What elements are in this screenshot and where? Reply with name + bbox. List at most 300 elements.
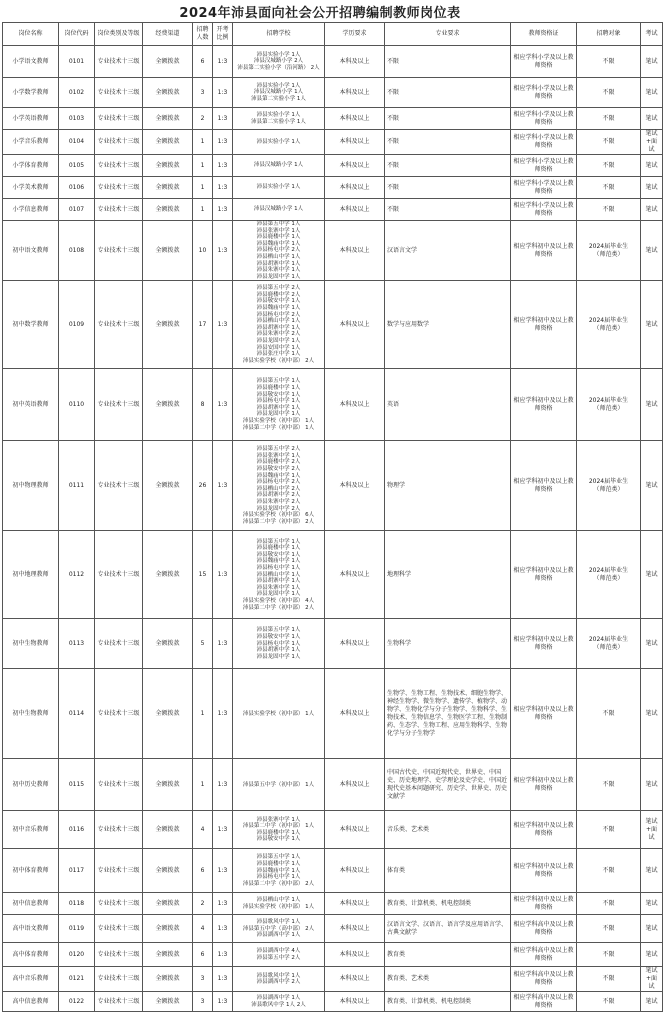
position-name-cell: 小学音乐教师 [3,130,59,155]
exam-ratio-cell: 1:3 [213,759,233,811]
header-cell: 教师资格证 [511,23,577,46]
education-requirement-cell: 本科及以上 [325,155,385,177]
table-row [3,915,663,943]
teacher-certificate-cell: 相应学科初中及以上教师资格 [511,369,577,441]
schools-cell: 沛县汉城路小学 1人 [233,199,325,221]
exam-ratio-cell: 1:3 [213,531,233,619]
education-requirement-cell: 本科及以上 [325,669,385,759]
education-requirement-cell: 本科及以上 [325,967,385,992]
position-name-cell: 小学体育教师 [3,155,59,177]
position-code-cell: 0113 [59,619,95,669]
fund-source-cell: 全额拨款 [143,108,193,130]
education-requirement-cell: 本科及以上 [325,221,385,281]
position-category-cell: 专业技术十三级 [95,130,143,155]
exam-ratio-cell: 1:3 [213,619,233,669]
exam-ratio-cell: 1:3 [213,46,233,78]
exam-type-cell: 笔试 [641,199,663,221]
position-code-cell: 0111 [59,441,95,531]
fund-source-cell: 全额拨款 [143,155,193,177]
hire-count-cell: 3 [193,992,213,1012]
exam-type-cell: 笔试 [641,915,663,943]
schools-cell: 沛县歌风中学 1人 沛县湖西中学 2人 [233,967,325,992]
position-name-cell: 小学数学教师 [3,78,59,108]
teacher-certificate-cell: 相应学科高中及以上教师资格 [511,915,577,943]
teacher-certificate-cell: 相应学科初中及以上教师资格 [511,849,577,893]
hire-count-cell: 1 [193,177,213,199]
position-name-cell: 小学英语教师 [3,108,59,130]
position-category-cell: 专业技术十三级 [95,893,143,915]
exam-type-cell: 笔试 [641,619,663,669]
teacher-certificate-cell: 相应学科小学及以上教师资格 [511,155,577,177]
recruit-target-cell: 2024届毕业生 （师范类） [577,281,641,369]
teacher-certificate-cell: 相应学科初中及以上教师资格 [511,669,577,759]
table-row [3,155,663,177]
teacher-certificate-cell: 相应学科小学及以上教师资格 [511,199,577,221]
position-category-cell: 专业技术十三级 [95,531,143,619]
hire-count-cell: 8 [193,369,213,441]
recruit-target-cell: 不限 [577,893,641,915]
recruit-target-cell: 不限 [577,669,641,759]
position-name-cell: 高中信息教师 [3,992,59,1012]
position-code-cell: 0103 [59,108,95,130]
table-row [3,177,663,199]
hire-count-cell: 6 [193,46,213,78]
exam-ratio-cell: 1:3 [213,915,233,943]
position-name-cell: 初中体育教师 [3,849,59,893]
hire-count-cell: 1 [193,759,213,811]
schools-cell: 沛县第五中学 1人 沛县张寨中学 1人 沛县鹿楼中学 1人 沛县魏庙中学 1人 沛县杨屯中学 2人 沛县栖山中学 1人 沛县胡寨中学 1人 沛县朱寨中学 1人 沛县龙固中学 1人 [233,221,325,281]
teacher-certificate-cell: 相应学科小学及以上教师资格 [511,108,577,130]
recruit-target-cell: 不限 [577,992,641,1012]
exam-type-cell: 笔试 [641,78,663,108]
position-category-cell: 专业技术十三级 [95,619,143,669]
schools-cell: 沛县实验学校（初中部） 1人 [233,669,325,759]
fund-source-cell: 全额拨款 [143,441,193,531]
hire-count-cell: 15 [193,531,213,619]
exam-type-cell: 笔试+面试 [641,811,663,849]
position-name-cell: 初中音乐教师 [3,811,59,849]
position-code-cell: 0110 [59,369,95,441]
education-requirement-cell: 本科及以上 [325,893,385,915]
teacher-certificate-cell: 相应学科初中及以上教师资格 [511,893,577,915]
exam-ratio-cell: 1:3 [213,369,233,441]
header-cell: 岗位类别及等级 [95,23,143,46]
education-requirement-cell: 本科及以上 [325,915,385,943]
position-name-cell: 初中物理教师 [3,441,59,531]
position-name-cell: 初中信息教师 [3,893,59,915]
fund-source-cell: 全额拨款 [143,893,193,915]
header-cell: 开考比例 [213,23,233,46]
exam-type-cell: 笔试 [641,155,663,177]
position-name-cell: 高中音乐教师 [3,967,59,992]
fund-source-cell: 全额拨款 [143,943,193,967]
recruit-target-cell: 2024届毕业生 （师范类） [577,619,641,669]
position-category-cell: 专业技术十三级 [95,155,143,177]
education-requirement-cell: 本科及以上 [325,943,385,967]
teacher-certificate-cell: 相应学科小学及以上教师资格 [511,177,577,199]
teacher-certificate-cell: 相应学科小学及以上教师资格 [511,78,577,108]
exam-type-cell: 笔试 [641,759,663,811]
position-name-cell: 小学信息教师 [3,199,59,221]
fund-source-cell: 全额拨款 [143,967,193,992]
header-cell: 招聘学校 [233,23,325,46]
schools-cell: 沛县实验小学 1人 [233,130,325,155]
table-row [3,619,663,669]
exam-ratio-cell: 1:3 [213,281,233,369]
recruit-target-cell: 不限 [577,130,641,155]
position-name-cell: 初中生物教师 [3,669,59,759]
exam-type-cell: 笔试 [641,369,663,441]
education-requirement-cell: 本科及以上 [325,78,385,108]
position-name-cell: 初中数学教师 [3,281,59,369]
education-requirement-cell: 本科及以上 [325,441,385,531]
position-code-cell: 0106 [59,177,95,199]
hire-count-cell: 4 [193,915,213,943]
teacher-certificate-cell: 相应学科小学及以上教师资格 [511,130,577,155]
schools-cell: 沛县第五中学 2人 沛县张寨中学 1人 沛县鹿楼中学 2人 沛县敬安中学 2人 沛县魏庙中学 1人 沛县杨屯中学 2人 沛县栖山中学 2人 沛县胡寨中学 2人 沛县朱寨中学 2人 沛县龙固中学 2人 沛县实验学校（初中部） 6人 沛县第二中学（初中部） 2人 [233,441,325,531]
fund-source-cell: 全额拨款 [143,531,193,619]
exam-ratio-cell: 1:3 [213,177,233,199]
teacher-certificate-cell: 相应学科高中及以上教师资格 [511,967,577,992]
header-cell: 考试 [641,23,663,46]
position-category-cell: 专业技术十三级 [95,177,143,199]
education-requirement-cell: 本科及以上 [325,619,385,669]
schools-cell: 沛县张寨中学 1人 沛县第二中学（初中部） 1人 沛县鹿楼中学 1人 沛县敬安中学 1人 [233,811,325,849]
position-category-cell: 专业技术十三级 [95,943,143,967]
table-row [3,893,663,915]
position-category-cell: 专业技术十三级 [95,221,143,281]
position-code-cell: 0116 [59,811,95,849]
schools-cell: 沛县汉城路小学 1人 [233,155,325,177]
hire-count-cell: 26 [193,441,213,531]
header-cell: 岗位名称 [3,23,59,46]
exam-ratio-cell: 1:3 [213,967,233,992]
position-name-cell: 初中生物教师 [3,619,59,669]
education-requirement-cell: 本科及以上 [325,46,385,78]
position-code-cell: 0118 [59,893,95,915]
major-requirement-cell: 不限 [385,155,511,177]
page-title: 2024年沛县面向社会公开招聘编制教师岗位表 [179,6,461,21]
teacher-certificate-cell: 相应学科初中及以上教师资格 [511,221,577,281]
recruit-target-cell: 2024届毕业生 （师范类） [577,441,641,531]
exam-ratio-cell: 1:3 [213,811,233,849]
recruit-target-cell: 不限 [577,155,641,177]
schools-cell: 沛县第五中学 2人 沛县鹿楼中学 2人 沛县敬安中学 1人 沛县魏庙中学 1人 沛县杨屯中学 2人 沛县栖山中学 1人 沛县胡寨中学 1人 沛县朱寨中学 2人 沛县龙固中学 1人 沛县安国中学 1人 沛县张庄中学 1人 沛县实验学校（初中部） 2人 [233,281,325,369]
major-requirement-cell: 教育类 [385,943,511,967]
header-cell: 招聘人数 [193,23,213,46]
header-cell: 岗位代码 [59,23,95,46]
position-code-cell: 0122 [59,992,95,1012]
table-row [3,759,663,811]
hire-count-cell: 4 [193,811,213,849]
teacher-certificate-cell: 相应学科小学及以上教师资格 [511,46,577,78]
teacher-certificate-cell: 相应学科高中及以上教师资格 [511,992,577,1012]
schools-cell: 沛县湖西中学 1人 沛县歌风中学 1人 2人 [233,992,325,1012]
schools-cell: 沛县栖山中学 1人 沛县实验学校（初中部） 1人 [233,893,325,915]
teacher-certificate-cell: 相应学科初中及以上教师资格 [511,531,577,619]
table-row [3,992,663,1012]
schools-cell: 沛县实验小学 1人 [233,177,325,199]
fund-source-cell: 全额拨款 [143,78,193,108]
major-requirement-cell: 教育类、计算机类、机电控制类 [385,992,511,1012]
position-code-cell: 0115 [59,759,95,811]
position-category-cell: 专业技术十三级 [95,369,143,441]
schools-cell: 沛县实验小学 1人 沛县汉城路小学 2人 沛县第二实验小学（沿河路） 2人 [233,46,325,78]
education-requirement-cell: 本科及以上 [325,811,385,849]
recruit-target-cell: 不限 [577,78,641,108]
table-row [3,130,663,155]
exam-ratio-cell: 1:3 [213,441,233,531]
fund-source-cell: 全额拨款 [143,130,193,155]
exam-type-cell: 笔试 [641,531,663,619]
position-category-cell: 专业技术十三级 [95,992,143,1012]
schools-cell: 沛县实验小学 1人 沛县汉城路小学 1人 沛县第二实验小学 1人 [233,78,325,108]
exam-type-cell: 笔试+面试 [641,967,663,992]
table-row [3,221,663,281]
position-category-cell: 专业技术十三级 [95,849,143,893]
recruit-target-cell: 不限 [577,177,641,199]
schools-cell: 沛县湖西中学 4人 沛县第五中学 2人 [233,943,325,967]
recruit-target-cell: 不限 [577,199,641,221]
hire-count-cell: 3 [193,78,213,108]
major-requirement-cell: 中国古代史、中国近现代史、世界史、中国史、历史地理学、史学理论及史学史、中国近现代史基本问题研究、历史学、世界史、历史文献学 [385,759,511,811]
table-body [3,46,663,1012]
table-row [3,369,663,441]
positions-table [2,22,663,1012]
table-row [3,78,663,108]
recruit-target-cell: 不限 [577,811,641,849]
schools-cell: 沛县第五中学 1人 沛县鹿楼中学 1人 沛县敬安中学 1人 沛县魏庙中学 1人 沛县杨屯中学 1人 沛县栖山中学 1人 沛县胡寨中学 1人 沛县朱寨中学 1人 沛县龙固中学 1人 沛县实验学校（初中部） 4人 沛县第二中学（初中部） 2人 [233,531,325,619]
education-requirement-cell: 本科及以上 [325,108,385,130]
position-code-cell: 0101 [59,46,95,78]
teacher-certificate-cell: 相应学科初中及以上教师资格 [511,619,577,669]
major-requirement-cell: 生物学、生物工程、生物技术、细胞生物学、神经生物学、微生物学、遗传学、植物学、动物学、生物化学与分子生物学、生物科学、生物技术、生物信息学、生物医学工程、生物制药、生态学、生物工程、应用生物科学、生物化学与分子生物学 [385,669,511,759]
position-code-cell: 0105 [59,155,95,177]
position-name-cell: 高中体育教师 [3,943,59,967]
exam-ratio-cell: 1:3 [213,943,233,967]
exam-type-cell: 笔试 [641,669,663,759]
hire-count-cell: 3 [193,967,213,992]
recruit-target-cell: 不限 [577,915,641,943]
position-name-cell: 初中英语教师 [3,369,59,441]
position-category-cell: 专业技术十三级 [95,199,143,221]
position-category-cell: 专业技术十三级 [95,811,143,849]
exam-ratio-cell: 1:3 [213,108,233,130]
schools-cell: 沛县第五中学 1人 沛县敬安中学 1人 沛县杨屯中学 1人 沛县胡寨中学 1人 沛县龙固中学 1人 [233,619,325,669]
major-requirement-cell: 体育类 [385,849,511,893]
exam-type-cell: 笔试 [641,992,663,1012]
major-requirement-cell: 不限 [385,199,511,221]
exam-ratio-cell: 1:3 [213,221,233,281]
major-requirement-cell: 教育类、艺术类 [385,967,511,992]
education-requirement-cell: 本科及以上 [325,849,385,893]
fund-source-cell: 全额拨款 [143,811,193,849]
hire-count-cell: 2 [193,893,213,915]
position-category-cell: 专业技术十三级 [95,108,143,130]
table-row [3,281,663,369]
recruit-target-cell: 不限 [577,46,641,78]
fund-source-cell: 全额拨款 [143,281,193,369]
position-code-cell: 0107 [59,199,95,221]
major-requirement-cell: 英语 [385,369,511,441]
major-requirement-cell: 不限 [385,78,511,108]
table-row [3,199,663,221]
education-requirement-cell: 本科及以上 [325,199,385,221]
position-code-cell: 0112 [59,531,95,619]
table-row [3,441,663,531]
major-requirement-cell: 地理科学 [385,531,511,619]
schools-cell: 沛县第五中学 1人 沛县鹿楼中学 1人 沛县魏庙中学 1人 沛县杨屯中学 1人 沛县第二中学（初中部） 2人 [233,849,325,893]
exam-type-cell: 笔试 [641,46,663,78]
schools-cell: 沛县第五中学 1人 沛县鹿楼中学 1人 沛县敬安中学 1人 沛县杨屯中学 1人 沛县胡寨中学 1人 沛县龙固中学 1人 沛县实验学校（初中部） 1人 沛县第二中学（初中部） 1人 [233,369,325,441]
position-code-cell: 0121 [59,967,95,992]
exam-type-cell: 笔试 [641,177,663,199]
major-requirement-cell: 不限 [385,177,511,199]
exam-type-cell: 笔试 [641,281,663,369]
position-code-cell: 0120 [59,943,95,967]
position-code-cell: 0108 [59,221,95,281]
position-code-cell: 0104 [59,130,95,155]
fund-source-cell: 全额拨款 [143,177,193,199]
position-category-cell: 专业技术十三级 [95,759,143,811]
position-category-cell: 专业技术十三级 [95,78,143,108]
hire-count-cell: 1 [193,155,213,177]
header-cell: 学历要求 [325,23,385,46]
recruit-target-cell: 不限 [577,943,641,967]
education-requirement-cell: 本科及以上 [325,281,385,369]
exam-ratio-cell: 1:3 [213,130,233,155]
education-requirement-cell: 本科及以上 [325,531,385,619]
fund-source-cell: 全额拨款 [143,221,193,281]
fund-source-cell: 全额拨款 [143,619,193,669]
header-cell: 专业要求 [385,23,511,46]
hire-count-cell: 17 [193,281,213,369]
hire-count-cell: 1 [193,669,213,759]
hire-count-cell: 5 [193,619,213,669]
exam-ratio-cell: 1:3 [213,199,233,221]
teacher-certificate-cell: 相应学科初中及以上教师资格 [511,281,577,369]
major-requirement-cell: 汉语言文学 [385,221,511,281]
teacher-certificate-cell: 相应学科高中及以上教师资格 [511,943,577,967]
education-requirement-cell: 本科及以上 [325,177,385,199]
position-category-cell: 专业技术十三级 [95,967,143,992]
education-requirement-cell: 本科及以上 [325,759,385,811]
fund-source-cell: 全额拨款 [143,199,193,221]
position-category-cell: 专业技术十三级 [95,915,143,943]
recruit-target-cell: 2024届毕业生 （师范类） [577,221,641,281]
header-cell: 招聘对象 [577,23,641,46]
table-row [3,108,663,130]
hire-count-cell: 2 [193,108,213,130]
recruit-target-cell: 2024届毕业生 （师范类） [577,531,641,619]
fund-source-cell: 全额拨款 [143,369,193,441]
major-requirement-cell: 汉语言文学、汉语言、语言学及应用语言学、古典文献学 [385,915,511,943]
exam-ratio-cell: 1:3 [213,155,233,177]
position-category-cell: 专业技术十三级 [95,441,143,531]
exam-type-cell: 笔试 [641,441,663,531]
hire-count-cell: 1 [193,130,213,155]
position-code-cell: 0117 [59,849,95,893]
fund-source-cell: 全额拨款 [143,849,193,893]
position-name-cell: 小学语文教师 [3,46,59,78]
position-category-cell: 专业技术十三级 [95,669,143,759]
exam-type-cell: 笔试+面试 [641,130,663,155]
exam-ratio-cell: 1:3 [213,849,233,893]
position-name-cell: 小学美术教师 [3,177,59,199]
teacher-certificate-cell: 相应学科初中及以上教师资格 [511,759,577,811]
education-requirement-cell: 本科及以上 [325,130,385,155]
recruit-target-cell: 不限 [577,967,641,992]
major-requirement-cell: 音乐类、艺术类 [385,811,511,849]
recruit-target-cell: 不限 [577,849,641,893]
position-code-cell: 0119 [59,915,95,943]
hire-count-cell: 6 [193,943,213,967]
position-category-cell: 专业技术十三级 [95,46,143,78]
recruit-target-cell: 不限 [577,108,641,130]
position-name-cell: 初中语文教师 [3,221,59,281]
recruit-target-cell: 2024届毕业生 （师范类） [577,369,641,441]
hire-count-cell: 10 [193,221,213,281]
exam-type-cell: 笔试 [641,893,663,915]
exam-ratio-cell: 1:3 [213,78,233,108]
recruit-target-cell: 不限 [577,759,641,811]
position-code-cell: 0109 [59,281,95,369]
education-requirement-cell: 本科及以上 [325,992,385,1012]
teacher-certificate-cell: 相应学科初中及以上教师资格 [511,811,577,849]
fund-source-cell: 全额拨款 [143,915,193,943]
position-category-cell: 专业技术十三级 [95,281,143,369]
major-requirement-cell: 数学与应用数学 [385,281,511,369]
major-requirement-cell: 物理学 [385,441,511,531]
table-header-row [3,23,663,46]
exam-type-cell: 笔试 [641,849,663,893]
table-row [3,811,663,849]
major-requirement-cell: 不限 [385,108,511,130]
fund-source-cell: 全额拨款 [143,992,193,1012]
table-row [3,531,663,619]
exam-ratio-cell: 1:3 [213,669,233,759]
major-requirement-cell: 不限 [385,46,511,78]
hire-count-cell: 1 [193,199,213,221]
major-requirement-cell: 不限 [385,130,511,155]
table-row [3,849,663,893]
header-cell: 经费渠道 [143,23,193,46]
major-requirement-cell: 教育类、计算机类、机电控制类 [385,893,511,915]
fund-source-cell: 全额拨款 [143,46,193,78]
major-requirement-cell: 生物科学 [385,619,511,669]
fund-source-cell: 全额拨款 [143,669,193,759]
position-name-cell: 初中历史教师 [3,759,59,811]
schools-cell: 沛县第五中学（初中部） 1人 [233,759,325,811]
position-code-cell: 0102 [59,78,95,108]
table-row [3,669,663,759]
fund-source-cell: 全额拨款 [143,759,193,811]
exam-type-cell: 笔试 [641,221,663,281]
teacher-certificate-cell: 相应学科初中及以上教师资格 [511,441,577,531]
exam-type-cell: 笔试 [641,108,663,130]
position-name-cell: 高中语文教师 [3,915,59,943]
schools-cell: 沛县实验小学 1人 沛县第二实验小学 1人 [233,108,325,130]
position-code-cell: 0114 [59,669,95,759]
exam-ratio-cell: 1:3 [213,893,233,915]
exam-type-cell: 笔试 [641,943,663,967]
hire-count-cell: 6 [193,849,213,893]
table-row [3,967,663,992]
schools-cell: 沛县歌风中学 1人 沛县第五中学（高中部） 2人 沛县湖西中学 1人 [233,915,325,943]
exam-ratio-cell: 1:3 [213,992,233,1012]
position-name-cell: 初中地理教师 [3,531,59,619]
table-row [3,943,663,967]
